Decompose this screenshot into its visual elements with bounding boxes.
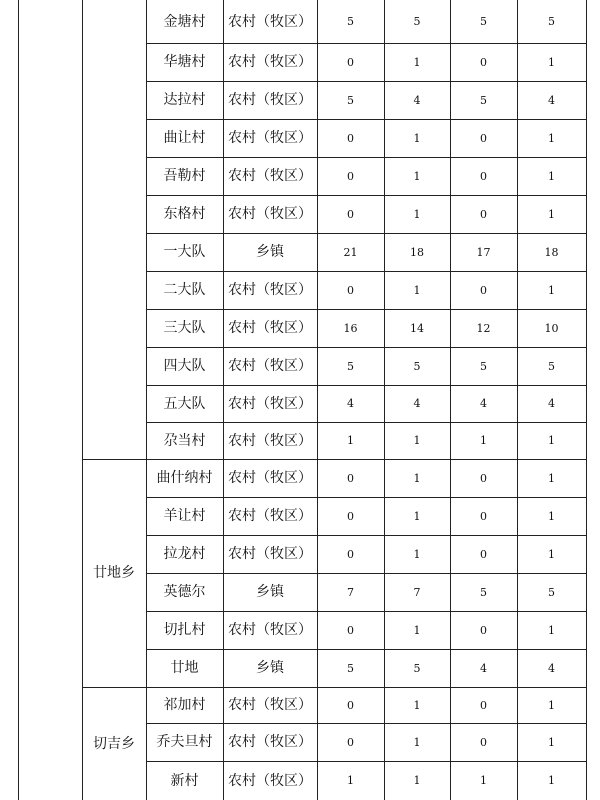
value-cell-2: 14 [410, 321, 424, 335]
value-cell-3: 0 [480, 623, 487, 637]
value-cell-4: 4 [548, 397, 555, 410]
value-cell-1: 7 [347, 585, 354, 599]
village-name-cell: 新村 [170, 772, 199, 789]
township-cell: 切吉乡 [93, 735, 135, 752]
village-name-cell: 乔夫旦村 [156, 734, 213, 750]
village-name-cell: 英德尔 [163, 584, 206, 600]
value-cell-4: 18 [544, 245, 559, 259]
value-cell-2: 1 [413, 169, 421, 183]
value-cell-1: 16 [343, 321, 358, 335]
value-cell-3: 0 [480, 55, 487, 69]
value-cell-1: 0 [347, 169, 354, 183]
area-type-cell: 农村（牧区） [228, 320, 312, 336]
value-cell-3: 0 [480, 207, 487, 221]
village-name-cell: 五大队 [163, 395, 206, 412]
value-cell-3: 4 [480, 397, 487, 410]
village-name-cell: 祁加村 [163, 697, 206, 713]
value-cell-4: 4 [548, 93, 555, 107]
value-cell-1: 5 [347, 661, 354, 675]
value-cell-4: 1 [548, 55, 555, 69]
value-cell-1: 0 [347, 735, 354, 749]
village-name-cell: 切扎村 [163, 622, 206, 638]
village-name-cell: 三大队 [163, 320, 206, 336]
area-type-cell: 农村（牧区） [228, 470, 312, 486]
value-cell-4: 5 [548, 359, 555, 373]
area-type-cell: 农村（牧区） [228, 168, 312, 184]
value-cell-3: 4 [480, 661, 487, 675]
value-cell-1: 0 [347, 698, 354, 712]
value-cell-1: 0 [347, 55, 354, 69]
area-type-cell: 农村（牧区） [228, 432, 312, 449]
village-name-cell: 拉龙村 [163, 546, 206, 562]
value-cell-1: 1 [347, 774, 354, 787]
area-type-cell: 农村（牧区） [228, 772, 312, 789]
value-cell-3: 0 [480, 169, 487, 183]
village-name-cell: 达拉村 [163, 92, 206, 108]
value-cell-2: 5 [413, 15, 421, 28]
area-type-cell: 农村（牧区） [228, 358, 312, 374]
area-type-cell: 农村（牧区） [228, 697, 312, 713]
area-type-cell: 农村（牧区） [228, 622, 312, 638]
value-cell-4: 1 [548, 774, 555, 787]
value-cell-2: 4 [413, 93, 421, 107]
value-cell-2: 5 [413, 661, 421, 675]
value-cell-3: 0 [480, 283, 487, 297]
area-type-cell: 乡镇 [256, 244, 284, 260]
area-type-cell: 农村（牧区） [228, 92, 312, 108]
value-cell-2: 1 [413, 509, 421, 523]
value-cell-2: 1 [413, 207, 421, 221]
value-cell-4: 1 [548, 131, 555, 145]
village-name-cell: 曲让村 [163, 130, 206, 146]
area-type-cell: 农村（牧区） [228, 508, 312, 524]
township-cell [82, 0, 146, 459]
value-cell-2: 1 [413, 434, 421, 447]
value-cell-2: 1 [413, 131, 421, 145]
value-cell-1: 1 [347, 434, 354, 447]
village-name-cell: 廿地 [170, 660, 199, 676]
value-cell-3: 0 [480, 698, 487, 712]
value-cell-4: 1 [548, 509, 555, 523]
value-cell-4: 1 [548, 434, 555, 447]
value-cell-3: 5 [480, 585, 487, 599]
area-type-cell: 乡镇 [256, 584, 284, 600]
village-name-cell: 四大队 [163, 358, 206, 374]
area-type-cell: 农村（牧区） [228, 13, 312, 30]
value-cell-3: 1 [480, 434, 487, 447]
value-cell-3: 0 [480, 471, 487, 485]
area-type-cell: 农村（牧区） [228, 546, 312, 562]
value-cell-4: 1 [548, 698, 555, 712]
value-cell-4: 1 [548, 283, 555, 297]
value-cell-1: 0 [347, 131, 354, 145]
value-cell-4: 1 [548, 547, 555, 561]
village-name-cell: 金塘村 [163, 13, 206, 30]
value-cell-2: 1 [413, 283, 421, 297]
village-name-cell: 羊让村 [163, 508, 206, 524]
value-cell-4: 1 [548, 735, 555, 749]
value-cell-3: 0 [480, 735, 487, 749]
value-cell-1: 21 [343, 245, 358, 259]
value-cell-4: 5 [548, 15, 555, 28]
value-cell-2: 1 [413, 547, 421, 561]
value-cell-3: 12 [476, 321, 491, 335]
village-name-cell: 一大队 [163, 244, 206, 260]
value-cell-1: 4 [347, 397, 354, 410]
value-cell-2: 5 [413, 359, 421, 373]
village-name-cell: 华塘村 [163, 54, 206, 70]
township-cell: 廿地乡 [93, 565, 135, 581]
value-cell-1: 0 [347, 471, 354, 485]
village-name-cell: 尕当村 [163, 432, 206, 449]
value-cell-2: 1 [413, 623, 421, 637]
value-cell-3: 0 [480, 509, 487, 523]
value-cell-1: 5 [347, 15, 354, 28]
value-cell-1: 0 [347, 623, 354, 637]
village-name-cell: 曲什纳村 [156, 470, 213, 486]
value-cell-2: 1 [413, 471, 421, 485]
value-cell-4: 5 [548, 585, 555, 599]
value-cell-1: 0 [347, 283, 354, 297]
value-cell-3: 5 [480, 15, 487, 28]
village-name-cell: 二大队 [163, 282, 206, 298]
value-cell-4: 4 [548, 661, 555, 675]
area-type-cell: 农村（牧区） [228, 282, 312, 298]
value-cell-3: 5 [480, 93, 487, 107]
area-type-cell: 农村（牧区） [228, 206, 312, 222]
value-cell-4: 1 [548, 169, 555, 183]
value-cell-4: 1 [548, 623, 555, 637]
value-cell-1: 5 [347, 93, 354, 107]
value-cell-2: 1 [413, 774, 421, 787]
value-cell-1: 0 [347, 509, 354, 523]
value-cell-2: 1 [413, 55, 421, 69]
value-cell-1: 0 [347, 547, 354, 561]
area-type-cell: 农村（牧区） [228, 395, 312, 412]
value-cell-4: 10 [544, 321, 559, 335]
value-cell-3: 17 [476, 245, 491, 259]
value-cell-3: 1 [480, 774, 487, 787]
value-cell-3: 5 [480, 359, 487, 373]
value-cell-1: 5 [347, 359, 354, 373]
value-cell-2: 4 [413, 397, 421, 410]
column-rule [18, 0, 19, 800]
column-rule [586, 0, 587, 800]
value-cell-3: 0 [480, 131, 487, 145]
value-cell-4: 1 [548, 471, 555, 485]
area-type-cell: 农村（牧区） [228, 54, 312, 70]
value-cell-1: 0 [347, 207, 354, 221]
area-type-cell: 农村（牧区） [228, 130, 312, 146]
value-cell-3: 0 [480, 547, 487, 561]
village-name-cell: 吾勒村 [163, 168, 206, 184]
value-cell-2: 1 [413, 698, 421, 712]
value-cell-2: 7 [413, 585, 421, 599]
area-type-cell: 乡镇 [256, 660, 284, 676]
village-name-cell: 东格村 [163, 206, 206, 222]
value-cell-4: 1 [548, 207, 555, 221]
value-cell-2: 18 [410, 245, 424, 259]
value-cell-2: 1 [413, 735, 421, 749]
area-type-cell: 农村（牧区） [228, 734, 312, 750]
